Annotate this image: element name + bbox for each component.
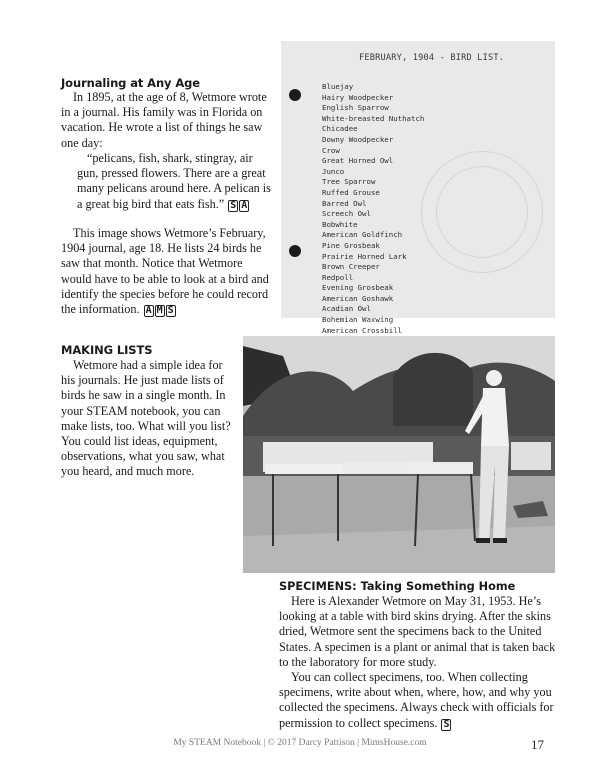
binder-hole-icon bbox=[289, 245, 301, 257]
bird-list-item: Brown Creeper bbox=[322, 262, 380, 272]
specimens-paragraph-2 bbox=[279, 670, 557, 732]
science-badge-icon: S bbox=[443, 718, 450, 730]
specimens-paragraph-2-text: You can collect specimens, too. When collecting specimens, write about when, where, how, and why you collected the specimens. Always check with officials for permission to collect specimens. bbox=[279, 670, 554, 730]
bird-list-item: Great Horned Owl bbox=[322, 156, 394, 166]
bird-list-item: Barred Owl bbox=[322, 198, 367, 208]
bird-list-item: Crow bbox=[322, 145, 340, 155]
specimens-heading: SPECIMENS: Taking Something Home bbox=[279, 580, 516, 593]
bird-list-item: Ruffed Grouse bbox=[322, 187, 380, 197]
bird-list-item: Prairie Horned Lark bbox=[322, 251, 407, 261]
science-badge-icon: S bbox=[167, 305, 174, 317]
journal-page-image bbox=[281, 41, 555, 335]
journal-title: FEBRUARY, 1904 - BIRD LIST. bbox=[359, 53, 505, 63]
bird-list-item: Chicadee bbox=[322, 124, 358, 134]
journaling-paragraph-2-text: This image shows Wetmore’s February, 1904 journal, age 18. He lists 24 birds he saw that month. Notice that Wetmore would have to be able to look at a bird and identify the species before he could record the information. bbox=[61, 226, 269, 317]
bird-list-item: Junco bbox=[322, 166, 345, 176]
bird-list-item: English Sparrow bbox=[322, 103, 389, 113]
specimens-badges bbox=[440, 719, 451, 730]
journaling-paragraph-1: In 1895, at the age of 8, Wetmore wrote in a journal. His family was in Florida on vacation. He wrote a list of things he saw one day: bbox=[61, 90, 267, 150]
specimens-paragraph-1: Here is Alexander Wetmore on May 31, 1953. He’s looking at a table with bird skins drying. After the skins dried, Wetmore sent the specimens back to the United States. A specimen is a plant or animal that is taken back to the laboratory for more study. bbox=[279, 594, 556, 669]
seal-watermark-inner bbox=[436, 166, 528, 258]
bird-list-item: American Goldfinch bbox=[322, 230, 403, 240]
making-lists-paragraph: Wetmore had a simple idea for his journals. He just made lists of birds he saw in a single month. In your STEAM notebook, you can make lists, too. What will you list? You could list ideas, equipment, observations, what you saw, what you heard, and much more. bbox=[61, 358, 231, 479]
bird-list-item: Redpoll bbox=[322, 272, 354, 282]
bird-list-item: Tree Sparrow bbox=[322, 177, 376, 187]
bird-list-item: American Crossbill bbox=[322, 325, 403, 335]
bird-list-item: Hairy Woodpecker bbox=[322, 92, 394, 102]
bird-list-item: Screech Owl bbox=[322, 209, 371, 219]
bird-list-item: Pine Grosbeak bbox=[322, 240, 380, 250]
making-lists-heading: MAKING LISTS bbox=[61, 343, 153, 357]
quote-badges bbox=[227, 200, 249, 211]
bird-list-item: Bohemian Waxwing bbox=[322, 315, 394, 325]
journal-quote bbox=[77, 151, 273, 213]
page-footer: My STEAM Notebook | © 2017 Darcy Pattison | MimsHouse.com bbox=[173, 738, 427, 748]
specimen-photo bbox=[243, 336, 555, 573]
journal-quote-text: “pelicans, fish, shark, stingray, air gun, pressed flowers. There are a great many pelicans around here. A pelican is a great big bird that eats fish.” bbox=[77, 151, 271, 211]
bird-list-item: Bobwhite bbox=[322, 219, 358, 229]
bird-list bbox=[322, 82, 424, 336]
page-number: 17 bbox=[531, 737, 544, 752]
bird-list-item: Downy Woodpecker bbox=[322, 134, 394, 144]
bird-list-item: Evening Grosbeak bbox=[322, 283, 394, 293]
art-badge-icon: A bbox=[145, 305, 152, 317]
art-badge-icon: A bbox=[241, 199, 248, 211]
bird-list-item: American Goshawk bbox=[322, 293, 394, 303]
binder-hole-icon bbox=[289, 89, 301, 101]
journaling-paragraph-2 bbox=[61, 226, 273, 318]
bird-list-item: Acadian Owl bbox=[322, 304, 371, 314]
math-badge-icon: M bbox=[156, 305, 163, 317]
bird-list-item: White-breasted Nuthatch bbox=[322, 113, 425, 123]
specimen-photo-drawing bbox=[243, 336, 555, 573]
science-badge-icon: S bbox=[230, 199, 237, 211]
bird-list-item: Bluejay bbox=[322, 82, 354, 91]
journaling-heading: Journaling at Any Age bbox=[61, 76, 200, 90]
paragraph-2-badges bbox=[143, 305, 176, 316]
